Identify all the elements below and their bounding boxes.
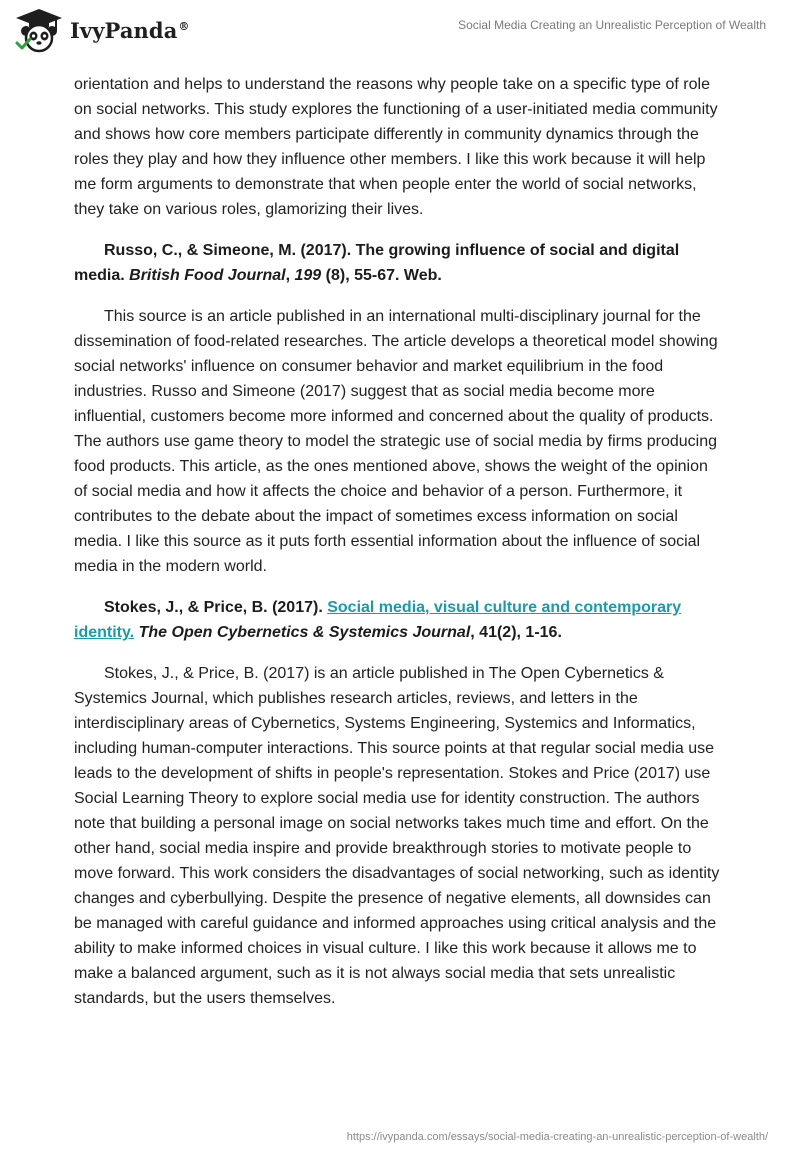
reference-russo: Russo, C., & Simeone, M. (2017). The growing influence of social and digital media. British Food Journal, 199 (8), 55-67. Web. bbox=[74, 242, 680, 284]
document-title: Social Media Creating an Unrealistic Perception of Wealth bbox=[458, 18, 766, 32]
panda-graduation-cap-icon bbox=[14, 7, 64, 53]
essay-body bbox=[74, 72, 724, 1027]
annotation-stokes: Stokes, J., & Price, B. (2017) is an article published in The Open Cybernetics & Systemics Journal, which publishes research articles, reviews, and letters in the interdisciplinary areas of Cybernetics, Systems Engineering, Systemics and Informatics, including human-computer interactions. This source points at that regular social media use leads to the development of shifts in people's representation. Stokes and Price (2017) use Social Learning Theory to explore social media use for identity construction. The authors note that building a personal image on social networks takes much time and effort. On the other hand, social media inspire and provide breakthrough stories to motivate people to move forward. This work considers the disadvantages of social networking, such as identity changes and cyberbullying. Despite the presence of negative elements, all downsides can be managed with careful guidance and informed approaches using critical analysis and the ability to make informed choices in visual culture. I like this work because it allows me to make a balanced argument, such as it is not always social media that sets unrealistic standards, but the users themselves. bbox=[74, 665, 720, 1007]
reference-link[interactable]: Social media, visual culture and contemporary identity. bbox=[74, 599, 682, 641]
journal-title: British Food Journal bbox=[129, 267, 286, 284]
annotation-russo: This source is an article published in an international multi-disciplinary journal for the dissemination of food-related researches. The article develops a theoretical model showing social networks' influence on consumer behavior and market equilibrium in the food industries. Russo and Simeone (2017) suggest that as social media become more influential, customers become more informed and concerned about the quality of products. The authors use game theory to model the strategic use of social media by firms producing food products. This article, as the ones mentioned above, shows the weight of the opinion of social media and how it affects the choice and behavior of a person. Furthermore, it contributes to the debate about the impact of sometimes excess information on social media. I like this source as it puts forth essential information about the influence of social media in the modern world. bbox=[74, 308, 718, 575]
reference-stokes: Stokes, J., & Price, B. (2017). Social media, visual culture and contemporary identity. The Open Cybernetics & Systemics Journal, 41(2), 1-16. bbox=[74, 599, 682, 641]
brand-logo[interactable] bbox=[14, 7, 190, 53]
source-url[interactable]: https://ivypanda.com/essays/social-media-creating-an-unrealistic-perception-of-wealth/ bbox=[346, 1131, 768, 1143]
journal-volume: 199 bbox=[294, 267, 322, 284]
journal-title: The Open Cybernetics & Systemics Journal bbox=[138, 624, 471, 641]
page-header bbox=[0, 0, 800, 64]
brand-name: IvyPanda® bbox=[70, 17, 190, 43]
paragraph-continuation: orientation and helps to understand the reasons why people take on a specific type of role on social networks. This study explores the functioning of a user-initiated media community and shows how core members participate differently in community dynamics through the roles they play and how they influence other members. I like this work because it will help me form arguments to demonstrate that when people enter the world of social networks, they take on various roles, glamorizing their lives. bbox=[74, 76, 718, 218]
